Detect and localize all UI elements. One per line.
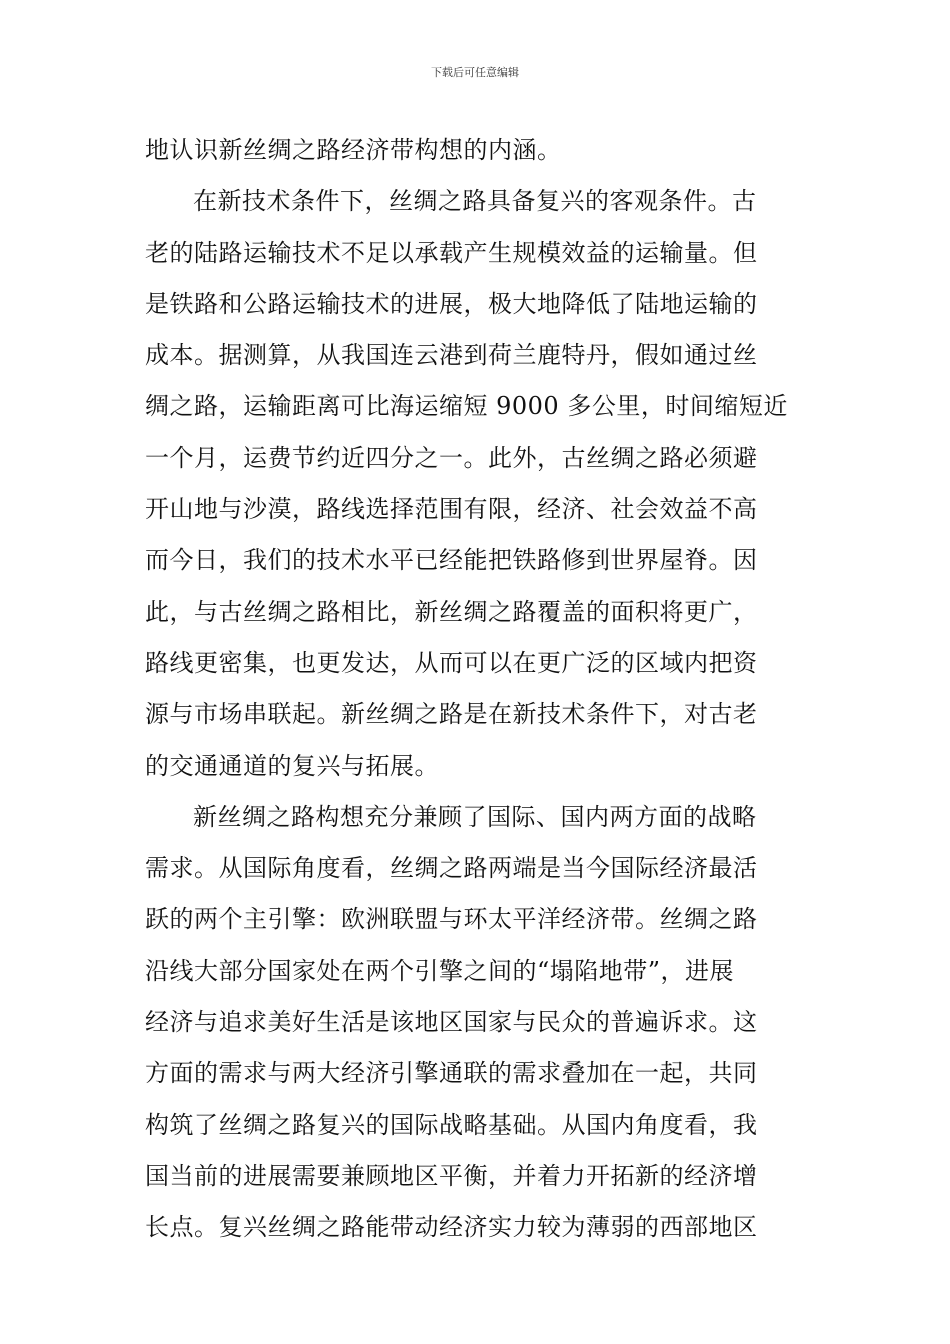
text-line: 沿线大部分国家处在两个引擎之间的“塌陷地带”，进展: [145, 956, 735, 985]
text-line: 一个月，运费节约近四分之一。此外，古丝绸之路必须避: [145, 443, 758, 472]
text-line: 方面的需求与两大经济引擎通联的需求叠加在一起，共同: [145, 1059, 758, 1088]
text-line: 此，与古丝绸之路相比，新丝绸之路覆盖的面积将更广，: [145, 597, 758, 626]
text-line: 经济与追求美好生活是该地区国家与民众的普遍诉求。这: [145, 1008, 758, 1037]
text-line: 在新技术条件下，丝绸之路具备复兴的客观条件。古: [193, 187, 757, 216]
text-line: 的交通通道的复兴与拓展。: [145, 751, 439, 780]
page-header: 下载后可任意编辑: [431, 66, 519, 79]
text-line: 成本。据测算，从我国连云港到荷兰鹿特丹，假如通过丝: [145, 341, 758, 370]
text-line: 构筑了丝绸之路复兴的国际战略基础。从国内角度看，我: [145, 1110, 758, 1139]
text-line: 而今日，我们的技术水平已经能把铁路修到世界屋脊。因: [145, 546, 758, 575]
text-line: 国当前的进展需要兼顾地区平衡，并着力开拓新的经济增: [145, 1161, 758, 1190]
paragraph-2: [145, 176, 805, 792]
text-line: 长点。复兴丝绸之路能带动经济实力较为薄弱的西部地区: [145, 1213, 758, 1242]
text-line: 新丝绸之路构想充分兼顾了国际、国内两方面的战略: [193, 802, 757, 831]
text-line: 绸之路，运输距离可比海运缩短 9000 多公里，时间缩短近: [145, 392, 788, 421]
text-line: 需求。从国际角度看，丝绸之路两端是当今国际经济最活: [145, 854, 758, 883]
paragraph-1: [145, 125, 805, 176]
text-line: 老的陆路运输技术不足以承载产生规模效益的运输量。但: [145, 238, 758, 267]
paragraph-3: [145, 792, 805, 1254]
text-line: 开山地与沙漠，路线选择范围有限，经济、社会效益不高: [145, 495, 758, 524]
text-line: 路线更密集，也更发达，从而可以在更广泛的区域内把资: [145, 648, 758, 677]
text-line: 跃的两个主引擎：欧洲联盟与环太平洋经济带。丝绸之路: [145, 905, 758, 934]
document-body: [145, 125, 805, 1254]
text-line: 是铁路和公路运输技术的进展，极大地降低了陆地运输的: [145, 289, 758, 318]
text-line: 地认识新丝绸之路经济带构想的内涵。: [145, 136, 562, 164]
text-line: 源与市场串联起。新丝绸之路是在新技术条件下，对古老: [145, 700, 758, 729]
